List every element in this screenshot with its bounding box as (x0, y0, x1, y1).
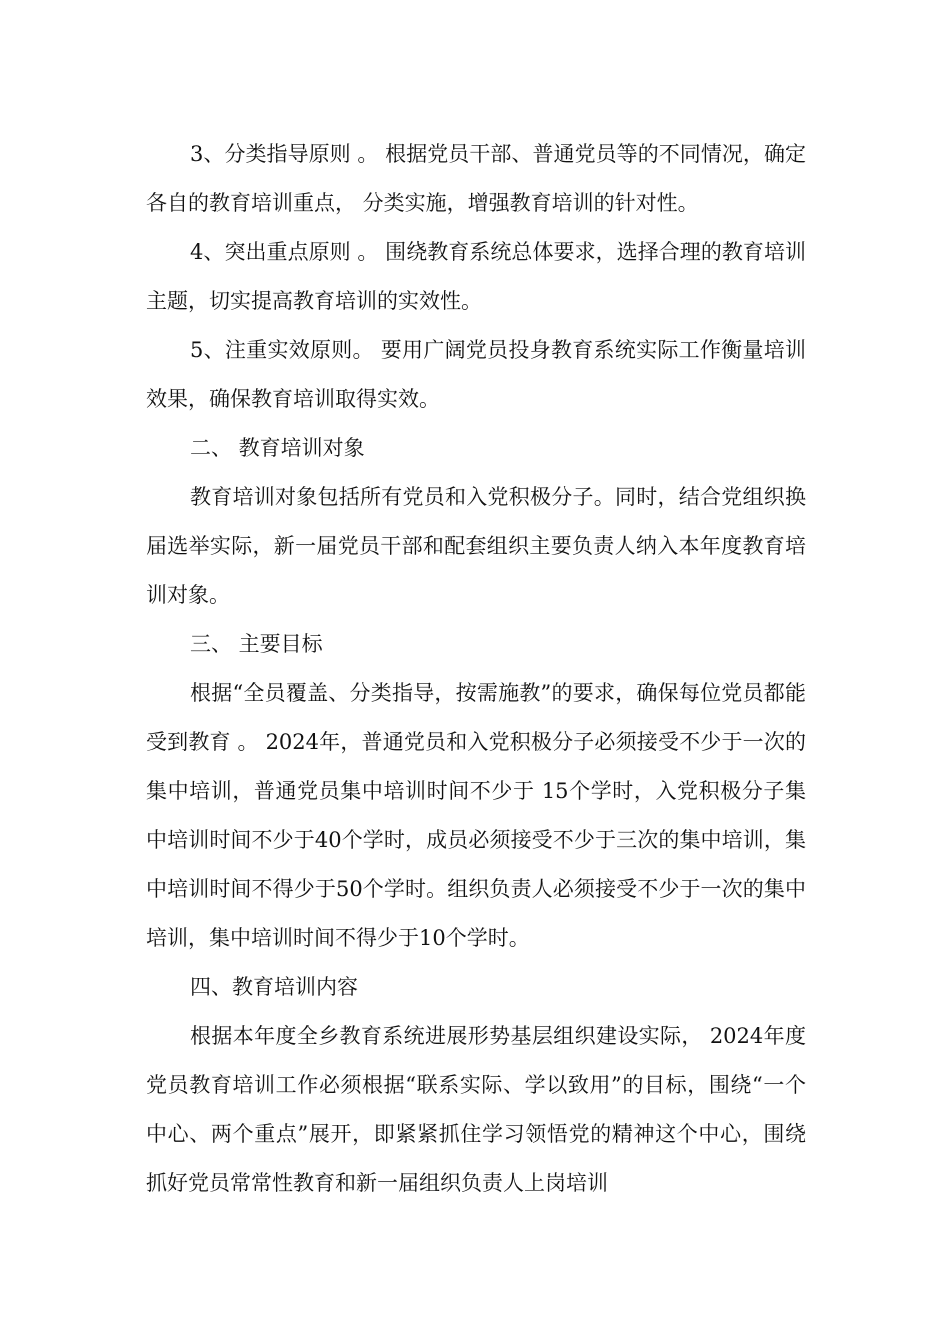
paragraph-main-goals: 根据“全员覆盖、分类指导，按需施教”的要求，确保每位党员都能受到教育 。 2024年，普通党员和入党积极分子必须接受不少于一次的集中培训，普通党员集中培训时间不少于 15个学时，入党积极分子集中培训时间不少于40个学时，成员必须接受不少于三次的集中培训，集中培训时间不得少于50个学时。组织负责人必须接受不少于一次的集中培训，集中培训时间不得少于10个学时。 (146, 681, 806, 950)
section-heading-4: 四、教育培训内容 (190, 975, 358, 999)
section-heading-3: 三、 主要目标 (190, 632, 323, 656)
paragraph-principle-3: 3、分类指导原则 。 根据党员干部、普通党员等的不同情况，确定各自的教育培训重点， 分类实施，增强教育培训的针对性。 (146, 142, 806, 215)
paragraph-principle-4: 4、突出重点原则 。 围绕教育系统总体要求，选择合理的教育培训主题，切实提高教育培训的实效性。 (146, 240, 806, 313)
paragraph-training-content: 根据本年度全乡教育系统进展形势基层组织建设实际， 2024年度党员教育培训工作必须根据“联系实际、学以致用”的目标，围绕“一个中心、两个重点”展开，即紧紧抓住学习领悟党的精神这个中心，围绕抓好党员常常性教育和新一届组织负责人上岗培训 (146, 1024, 806, 1195)
paragraph-training-targets: 教育培训对象包括所有党员和入党积极分子。同时，结合党组织换届选举实际，新一届党员干部和配套组织主要负责人纳入本年度教育培训对象。 (146, 485, 806, 607)
section-heading-2: 二、 教育培训对象 (190, 436, 365, 460)
document-body (146, 130, 806, 1208)
paragraph-principle-5: 5、注重实效原则。 要用广阔党员投身教育系统实际工作衡量培训效果，确保教育培训取得实效。 (146, 338, 806, 411)
